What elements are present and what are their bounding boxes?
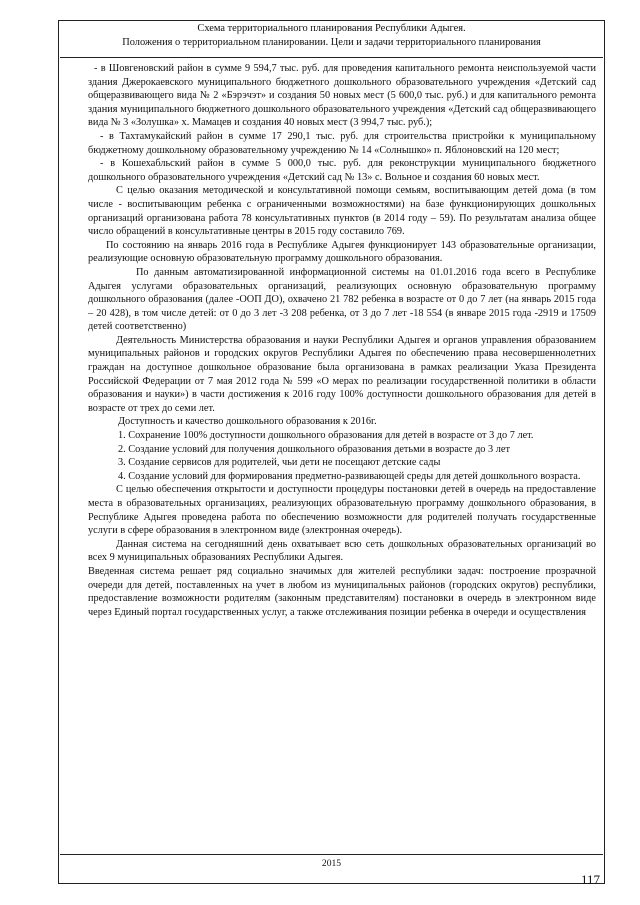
list-item: 1. Сохранение 100% доступности дошкольного образования для детей в возрасте от 3 до 7 лет. bbox=[118, 430, 534, 442]
paragraph: Данная система на сегодняшний день охватывает всю сеть дошкольных образовательных организаций во всех 9 муниципальных образованиях Республики Адыгея. bbox=[88, 538, 596, 564]
footer-year: 2015 bbox=[321, 858, 342, 869]
paragraph: - в Тахтамукайский район в сумме 17 290,1 тыс. руб. для строительства пристройки к муниципальному бюджетному дошкольному образовательному учреждению № 14 «Солнышко» п. Яблоновский на 120 мест; bbox=[88, 130, 596, 156]
page-number: 117 bbox=[580, 872, 600, 887]
section-heading: Доступность и качество дошкольного образования к 2016г. bbox=[118, 416, 377, 428]
paragraph: По состоянию на январь 2016 года в Республике Адыгея функционирует 143 образовательные организации, реализующие основную образовательную программу дошкольного образования. bbox=[88, 239, 596, 265]
header-title: Схема территориального планирования Республики Адыгея. bbox=[197, 23, 466, 34]
paragraph: По данным автоматизированной информационной системы на 01.01.2016 года всего в Республике Адыгея услугами образовательных организаций, реализующих основную образовательную программу дошкольного образования (далее -ООП ДО), охвачено 21 782 ребенка в возрасте от 0 до 7 лет (на январь 2015 года – 20 428), в том числе детей: от 0 до 3 лет -3 208 ребенка, от 3 до 7 лет -18 554 (в январе 2015 года -2919 и 17509 детей соответственно) bbox=[88, 266, 596, 333]
list-item: 3. Создание сервисов для родителей, чьи дети не посещают детские сады bbox=[118, 457, 441, 469]
list-item: 2. Создание условий для получения дошкольного образования детьми в возрасте до 3 лет bbox=[118, 443, 510, 455]
paragraph: С целью обеспечения открытости и доступности процедуры постановки детей в очередь на предоставление места в образовательных организациях, реализующих образовательную программу дошкольного образования, в Республике Адыгея проведена работа по обеспечению возможности для родителей получать государственные услуги в сфере образования в электронном виде (электронная очередь). bbox=[88, 484, 596, 537]
paragraph: Деятельность Министерства образования и науки Республики Адыгея и органов управления образованием муниципальных районов и городских округов Республики Адыгея по обеспечению права несовершеннолетних граждан на доступное дошкольное образование была организована в рамках реализации Указа Президента Российской Федерации от 7 мая 2012 года № 599 «О мерах по реализации государственной политики в области образования и науки») в части достижения к 2016 году 100% доступности дошкольного образования для детей в возрасте от трех до семи лет. bbox=[88, 334, 596, 414]
list-item: 4. Создание условий для формирования предметно-развивающей среды для детей дошкольного возраста. bbox=[118, 470, 581, 482]
paragraph: С целью оказания методической и консультативной помощи семьям, воспитывающим детей дома (в том числе - воспитывающим ребенка с ограниченными возможностями) на базе функционирующих дошкольных организаций организована работа 78 консультативных пунктов (в 2014 году – 59). По результатам анализа общее число обращений в консультативные центры в 2015 году составило 769. bbox=[88, 185, 596, 238]
document-body bbox=[88, 62, 596, 619]
header-subtitle: Положения о территориальном планировании. Цели и задачи территориального планирования bbox=[122, 37, 541, 48]
paragraph: - в Кошехабльский район в сумме 5 000,0 тыс. руб. для реконструкции муниципального бюджетного дошкольного образовательного учреждения «Детский сад № 13» с. Вольное и создания 60 новых мест. bbox=[88, 158, 596, 183]
paragraph: - в Шовгеновский район в сумме 9 594,7 тыс. руб. для проведения капитального ремонта неиспользуемой части здания Джерокаевского муниципального бюджетного дошкольного образовательного учреждения «Детский сад общеразвивающего вида № 2 «Бэрэчэт» и создания 50 новых мест (5 600,0 тыс. руб.) и для капитального ремонта здания муниципального бюджетного дошкольного образовательного учреждения «Детский сад общеразвивающего вида № 3 «Золушка» х. Мамацев и создания 40 новых мест (3 994,7 тыс. руб.); bbox=[88, 63, 596, 129]
paragraph: Введенная система решает ряд социально значимых для жителей республики задач: построение прозрачной очереди для детей, поставленных на учет в любом из муниципальных районов (городских округов) республики, предоставление возможности родителям (законным представителям) постановки в очередь в электронном виде через Единый портал государственных услуг, а также отслеживания позиции ребенка в очереди и осуществления bbox=[88, 565, 596, 618]
footer-divider bbox=[60, 854, 603, 855]
page-header bbox=[60, 22, 603, 50]
header-divider bbox=[60, 57, 603, 58]
